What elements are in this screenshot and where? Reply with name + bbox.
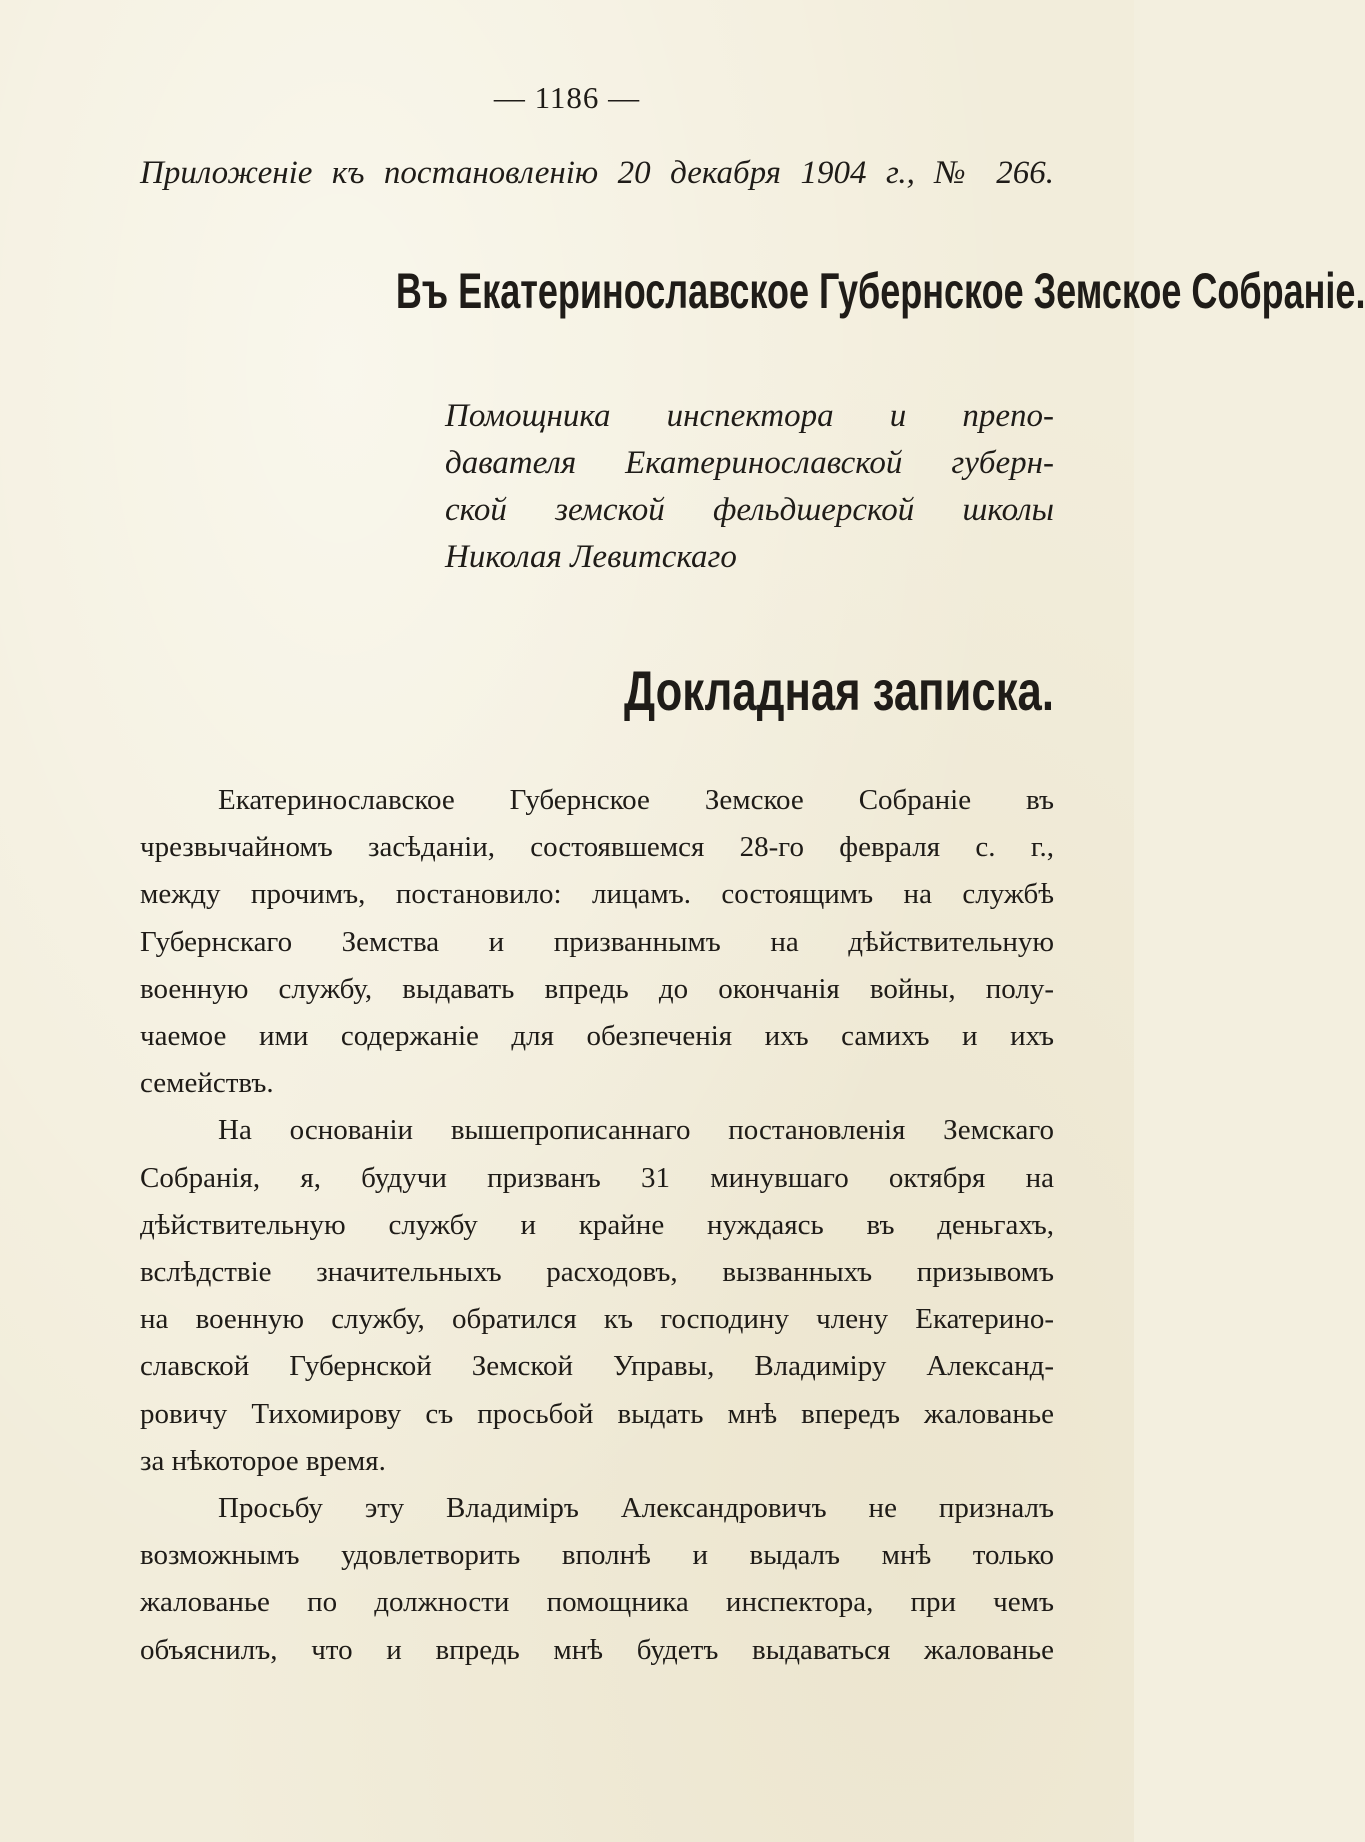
paragraph bbox=[140, 1485, 1054, 1674]
text-line: жалованье по должности помощника инспектора, при чемъ bbox=[140, 1586, 1054, 1619]
author-block bbox=[445, 393, 1054, 581]
text-line: дѣйствительную службу и крайне нуждаясь въ деньгахъ, bbox=[140, 1208, 1054, 1241]
text-line: Просьбу эту Владиміръ Александровичъ не призналъ bbox=[218, 1492, 1054, 1525]
text-line: объяснилъ, что и впредь мнѣ будетъ выдаваться жалованье bbox=[140, 1633, 1054, 1666]
author-line: давателя Екатеринославской губерн- bbox=[445, 445, 1054, 481]
document-title: Докладная записка. bbox=[623, 659, 1054, 722]
text-line: Собранія, я, будучи призванъ 31 минувшаго октября на bbox=[140, 1161, 1054, 1194]
text-line: чаемое ими содержаніе для обезпеченія ихъ самихъ и ихъ bbox=[140, 1020, 1054, 1053]
text-line: семействъ. bbox=[140, 1067, 274, 1100]
author-line: Николая Левитскаго bbox=[445, 539, 737, 575]
text-line: славской Губернской Земской Управы, Владиміру Александ- bbox=[140, 1350, 1054, 1383]
text-line: на военную службу, обратился къ господину члену Екатерино- bbox=[140, 1303, 1054, 1336]
text-line: Екатеринославское Губернское Земское Собраніе въ bbox=[218, 784, 1054, 816]
appendix-note: Приложеніе къ постановленію 20 декабря 1904 г., № 266. bbox=[140, 155, 1054, 191]
text-line: возможнымъ удовлетворить вполнѣ и выдалъ мнѣ только bbox=[140, 1539, 1054, 1572]
text-line: чрезвычайномъ засѣданіи, состоявшемся 28-го февраля с. г., bbox=[140, 831, 1054, 864]
body-text bbox=[140, 777, 1054, 1674]
text-line: ровичу Тихомирову съ просьбой выдать мнѣ впередъ жалованье bbox=[140, 1397, 1054, 1430]
text-line: военную службу, выдавать впредь до окончанія войны, полу- bbox=[140, 972, 1054, 1005]
paragraph bbox=[140, 1107, 1054, 1485]
text-line: Губернскаго Земства и призваннымъ на дѣйствительную bbox=[140, 925, 1054, 958]
text-line: На основаніи вышепрописаннаго постановленія Земскаго bbox=[218, 1114, 1054, 1147]
paragraph bbox=[140, 777, 1054, 1107]
text-line: между прочимъ, постановило: лицамъ. состоящимъ на службѣ bbox=[140, 878, 1054, 911]
author-line: ской земской фельдшерской школы bbox=[445, 492, 1054, 528]
text-line: за нѣкоторое время. bbox=[140, 1444, 386, 1477]
text-line: вслѣдствіе значительныхъ расходовъ, вызванныхъ призывомъ bbox=[140, 1256, 1054, 1289]
author-line: Помощника инспектора и препо- bbox=[445, 398, 1054, 434]
addressee-heading: Въ Екатеринославское Губернское Земское Собраніе. bbox=[395, 263, 1365, 319]
page-number: — 1186 — bbox=[493, 80, 641, 115]
